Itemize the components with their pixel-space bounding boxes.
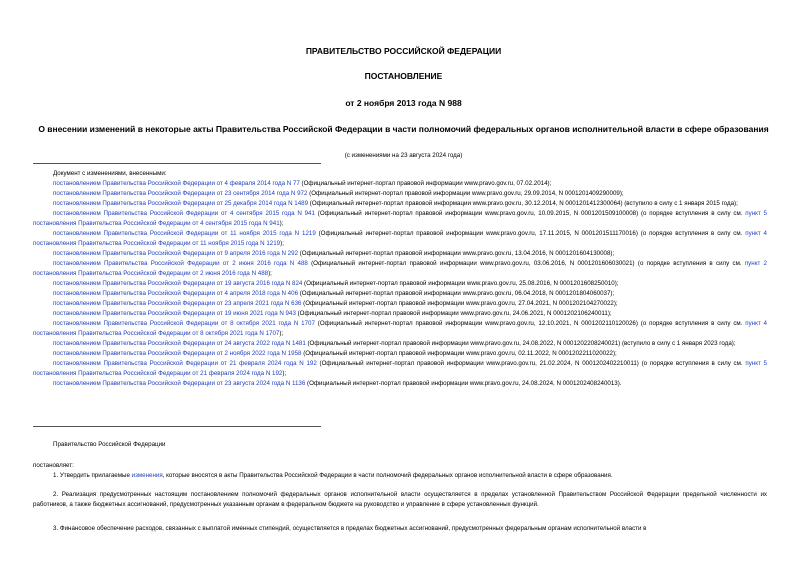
effective-clause-link[interactable]: пункт 5 постановления Правительства Российской Федерации от 21 февраля 2024 года N 192 — [33, 360, 767, 377]
amendment-item — [33, 359, 767, 379]
amendment-source: (Официальный интернет-портал правовой информации www.pravo.gov.ru, 07.02.2014); — [299, 180, 552, 187]
changes-note: (с изменениями на 23 августа 2024 года) — [344, 152, 463, 159]
amendment-link[interactable]: постановлением Правительства Российской Федерации от 21 февраля 2024 года N 192 — [53, 360, 317, 367]
amendment-item — [33, 309, 767, 319]
amendment-source: (Официальный интернет-портал правовой информации www.pravo.gov.ru, 17.11.2015, N 0001201511170016) (о порядке вступления в силу см. — [315, 230, 746, 237]
amendment-source: (Официальный интернет-портал правовой информации www.pravo.gov.ru, 12.10.2021, N 0001202110120026) (о порядке вступления в силу см. — [314, 320, 746, 327]
amendment-source: (Официальный интернет-портал правовой информации www.pravo.gov.ru, 27.04.2021, N 0001202104270022); — [301, 300, 618, 307]
amendment-item — [33, 379, 767, 389]
amendment-source: (Официальный интернет-портал правовой информации www.pravo.gov.ru, 02.11.2022, N 0001202211020022); — [301, 350, 617, 357]
amendment-link[interactable]: постановлением Правительства Российской Федерации от 2 июня 2016 года N 488 — [53, 260, 308, 267]
resolves-text: постановляет: — [33, 462, 74, 469]
amendment-source: (Официальный интернет-портал правовой информации www.pravo.gov.ru, 24.08.2024, N 0001202408240013). — [305, 380, 622, 387]
amendments-heading: Документ с изменениями, внесенными: — [53, 170, 167, 177]
amendment-link[interactable]: постановлением Правительства Российской Федерации от 9 апреля 2016 года N 292 — [53, 250, 299, 257]
amendment-link[interactable]: постановлением Правительства Российской Федерации от 11 ноября 2015 года N 1219 — [53, 230, 316, 237]
amendment-source: (Официальный интернет-портал правовой информации www.pravo.gov.ru, 21.02.2024, N 0001202402210011) (о порядке вступления в силу см. — [316, 360, 746, 367]
amendment-source: (Официальный интернет-портал правовой информации www.pravo.gov.ru, 10.09.2015, N 0001201509100008) (о порядке вступления в силу см. — [314, 210, 746, 217]
effective-clause-link[interactable]: пункт 5 постановления Правительства Российской Федерации от 4 сентября 2015 года N 941 — [33, 210, 767, 227]
amendment-link[interactable]: постановлением Правительства Российской Федерации от 23 сентября 2014 года N 972 — [53, 190, 308, 197]
document-date-number: от 2 ноября 2013 года N 988 — [345, 98, 462, 108]
amendment-source: (Официальный интернет-портал правовой информации www.pravo.gov.ru, 13.04.2016, N 0001201604130008); — [298, 250, 615, 257]
amendment-link[interactable]: постановлением Правительства Российской Федерации от 19 августа 2016 года N 824 — [53, 280, 303, 287]
amendment-source: (Официальный интернет-портал правовой информации www.pravo.gov.ru, 24.06.2021, N 0001202106240011); — [295, 310, 612, 317]
amendment-source: (Официальный интернет-портал правовой информации www.pravo.gov.ru, 30.12.2014, N 0001201412300064) (вступило в силу с 1 января 2015 года); — [308, 200, 738, 207]
amendment-source: (Официальный интернет-портал правовой информации www.pravo.gov.ru, 06.04.2018, N 0001201804060037); — [298, 290, 615, 297]
paragraph-3: 3. Финансовое обеспечение расходов, связанных с выплатой именных стипендий, осуществляется в пределах бюджетных ассигнований, предусмотренных федеральным органам исполнительной власти в — [53, 525, 647, 532]
amendment-item — [33, 259, 767, 279]
amendment-link[interactable]: постановлением Правительства Российской Федерации от 19 июня 2021 года N 943 — [53, 310, 296, 317]
amendment-item — [33, 299, 767, 309]
amendment-item — [33, 209, 767, 229]
amendment-item — [33, 349, 767, 359]
amendment-item — [33, 189, 767, 199]
divider-bottom — [33, 426, 321, 427]
government-header: ПРАВИТЕЛЬСТВО РОССИЙСКОЙ ФЕДЕРАЦИИ — [305, 46, 502, 56]
amendments-list — [33, 169, 767, 389]
amendment-item — [33, 229, 767, 249]
document-type: ПОСТАНОВЛЕНИЕ — [364, 71, 443, 81]
amendment-link[interactable]: постановлением Правительства Российской Федерации от 4 сентября 2015 года N 941 — [53, 210, 315, 217]
amendment-source: (Официальный интернет-портал правовой информации www.pravo.gov.ru, 25.08.2016, N 0001201608250010); — [302, 280, 619, 287]
issuer: Правительство Российской Федерации — [53, 441, 166, 448]
paragraph-1: 1. Утвердить прилагаемые изменения, которые вносятся в акты Правительства Российской Федерации в части полномочий федеральных органов исполнительной власти в сфере образования. — [53, 472, 613, 479]
changes-link[interactable]: изменения — [131, 472, 163, 479]
amendment-source: (Официальный интернет-портал правовой информации www.pravo.gov.ru, 29.09.2014, N 0001201409290009); — [307, 190, 624, 197]
amendment-tail: ); — [268, 270, 272, 277]
amendment-link[interactable]: постановлением Правительства Российской Федерации от 24 августа 2022 года N 1481 — [53, 340, 306, 347]
amendment-tail: ); — [279, 330, 284, 337]
amendment-item — [33, 319, 767, 339]
amendment-link[interactable]: постановлением Правительства Российской Федерации от 23 апреля 2021 года N 636 — [53, 300, 302, 307]
amendment-tail: ); — [282, 370, 287, 377]
amendment-item — [33, 199, 767, 209]
amendment-tail: ); — [280, 240, 284, 247]
divider-top — [33, 163, 321, 164]
amendment-link[interactable]: постановлением Правительства Российской Федерации от 4 февраля 2014 года N 77 — [53, 180, 300, 187]
amendment-source: (Официальный интернет-портал правовой информации www.pravo.gov.ru, 24.08.2022, N 0001202208240021) (вступило в силу с 1 января 2023 года); — [305, 340, 736, 347]
effective-clause-link[interactable]: пункт 4 постановления Правительства Российской Федерации от 11 ноября 2015 года N 1219 — [33, 230, 767, 247]
amendment-item — [33, 179, 767, 189]
amendment-link[interactable]: постановлением Правительства Российской Федерации от 2 ноября 2022 года N 1958 — [53, 350, 302, 357]
effective-clause-link[interactable]: пункт 2 постановления Правительства Российской Федерации от 2 июня 2016 года N 488 — [33, 260, 767, 277]
paragraph-2: 2. Реализация предусмотренных настоящим постановлением полномочий федеральных органов исполнительной власти осуществляется в пределах установленной Правительством Российской Федерации предельной численности их работников, а также бюджетных ассигнований, предусмотренных указанным органам в федеральном бюджете на руководство и управление в сфере установленных функций. — [33, 491, 767, 508]
amendment-tail: ); — [279, 220, 284, 227]
amendment-item — [33, 279, 767, 289]
amendment-item — [33, 289, 767, 299]
amendment-link[interactable]: постановлением Правительства Российской Федерации от 23 августа 2024 года N 1136 — [53, 380, 306, 387]
amendment-link[interactable]: постановлением Правительства Российской Федерации от 4 апреля 2018 года N 406 — [53, 290, 299, 297]
document-title: О внесении изменений в некоторые акты Правительства Российской Федерации в части полномочий федеральных органов исполнительной власти в сфере образования — [38, 124, 769, 134]
amendment-source: (Официальный интернет-портал правовой информации www.pravo.gov.ru, 03.06.2016, N 0001201606030021) (о порядке вступления в силу см. — [307, 260, 745, 267]
amendment-link[interactable]: постановлением Правительства Российской Федерации от 8 октября 2021 года N 1707 — [53, 320, 315, 327]
amendment-item — [33, 339, 767, 349]
effective-clause-link[interactable]: пункт 4 постановления Правительства Российской Федерации от 8 октября 2021 года N 1707 — [33, 320, 767, 337]
amendment-link[interactable]: постановлением Правительства Российской Федерации от 25 декабря 2014 года N 1489 — [53, 200, 309, 207]
amendment-item — [33, 249, 767, 259]
